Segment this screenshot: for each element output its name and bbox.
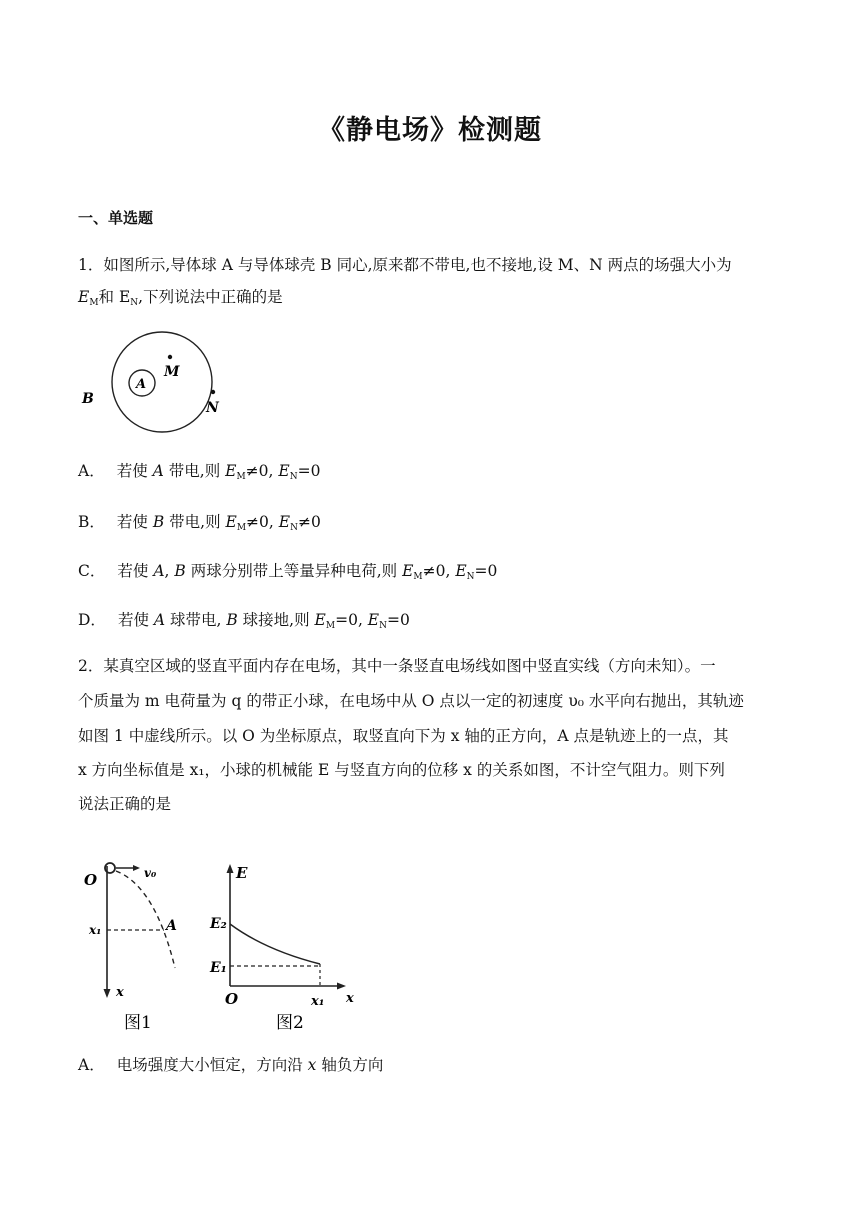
q1-number: 1． — [78, 256, 104, 274]
q1-point-m — [168, 355, 172, 359]
q1-en-sub: N — [130, 298, 139, 308]
q1-option-a: A． 若使 A 带电,则 $E_M\ne 0$, $E_N=0$ — [78, 462, 321, 482]
q1-figure — [80, 334, 240, 444]
q2-fig2-label-o: O — [225, 990, 239, 1008]
q2-figure-2 — [200, 858, 360, 1038]
q2-fig1-label-o: O — [84, 871, 98, 889]
q2-fig2-label-e1: E₁ — [210, 960, 227, 976]
q2-fig2-label-x1: x₁ — [311, 994, 325, 1009]
q2-fig1-label-v0: v₀ — [144, 866, 157, 880]
q1-stem-line-1 — [78, 253, 732, 275]
q2-stem-line-2: 个质量为 m 电荷量为 q 的带正小球，在电场中从 O 点以一定的初速度 υ₀ 水平向右抛出，其轨迹 — [78, 692, 744, 710]
q1-label-b: B — [82, 391, 94, 407]
q2-fig1-caption: 图1 — [124, 1013, 152, 1033]
q1-em-symbol: E — [78, 288, 90, 306]
page-title: 《静电场》检测题 — [318, 115, 542, 146]
q1-option-d: D． 若使 A 球带电, B 球接地,则 $E_M=0$, $E_N=0$ — [78, 611, 410, 631]
q1-label-n: N — [206, 400, 219, 416]
q2-fig1-label-x1: x₁ — [89, 923, 102, 937]
q2-fig1-label-a: A — [166, 918, 177, 934]
q2-fig2-label-e: E — [236, 864, 248, 882]
q2-fig2-label-e2: E₂ — [210, 916, 227, 932]
q1-stem-post: ,下列说法中正确的是 — [138, 288, 283, 306]
q2-figure-1 — [80, 858, 190, 1038]
q1-label-m: M — [164, 364, 180, 380]
q1-stem-mid: 和 E — [98, 288, 131, 306]
q2-number: 2． — [78, 657, 104, 675]
q2-stem-line-1 — [78, 654, 716, 676]
q2-stem-line-3: 如图 1 中虚线所示。以 O 为坐标原点，取竖直向下为 x 轴的正方向，A 点是轨迹上的一点，其 — [78, 727, 729, 745]
q2-option-a: A． 电场强度大小恒定，方向沿 x 轴负方向 — [78, 1056, 384, 1074]
q1-point-n — [211, 390, 215, 394]
q2-fig2-label-x: x — [346, 991, 354, 1006]
q2-fig1-label-x: x — [116, 985, 124, 1000]
section-heading: 一、单选题 — [78, 209, 154, 227]
q1-stem-line-2 — [78, 285, 283, 308]
q2-text-1: 某真空区域的竖直平面内存在电场，其中一条竖直电场线如图中竖直实线（方向未知）。一 — [103, 657, 716, 675]
q1-em-sub: M — [89, 298, 99, 308]
q1-label-a: A — [136, 377, 147, 392]
q1-option-b: B． 若使 B 带电,则 $E_M\ne 0$, $E_N\ne 0$ — [78, 513, 321, 533]
q1-option-c: C． 若使 A, B 两球分别带上等量异种电荷,则 $E_M\ne 0$, $E_N=0$ — [78, 562, 498, 582]
q2-fig2-caption: 图2 — [276, 1013, 304, 1033]
q2-stem-line-5: 说法正确的是 — [78, 795, 172, 813]
q1-stem-text-1: 如图所示,导体球 A 与导体球壳 B 同心,原来都不带电,也不接地,设 M、N 两点的场强大小为 — [103, 256, 732, 274]
q2-stem-line-4: x 方向坐标值是 x₁，小球的机械能 E 与竖直方向的位移 x 的关系如图，不计空气阻力。则下列 — [78, 761, 725, 779]
